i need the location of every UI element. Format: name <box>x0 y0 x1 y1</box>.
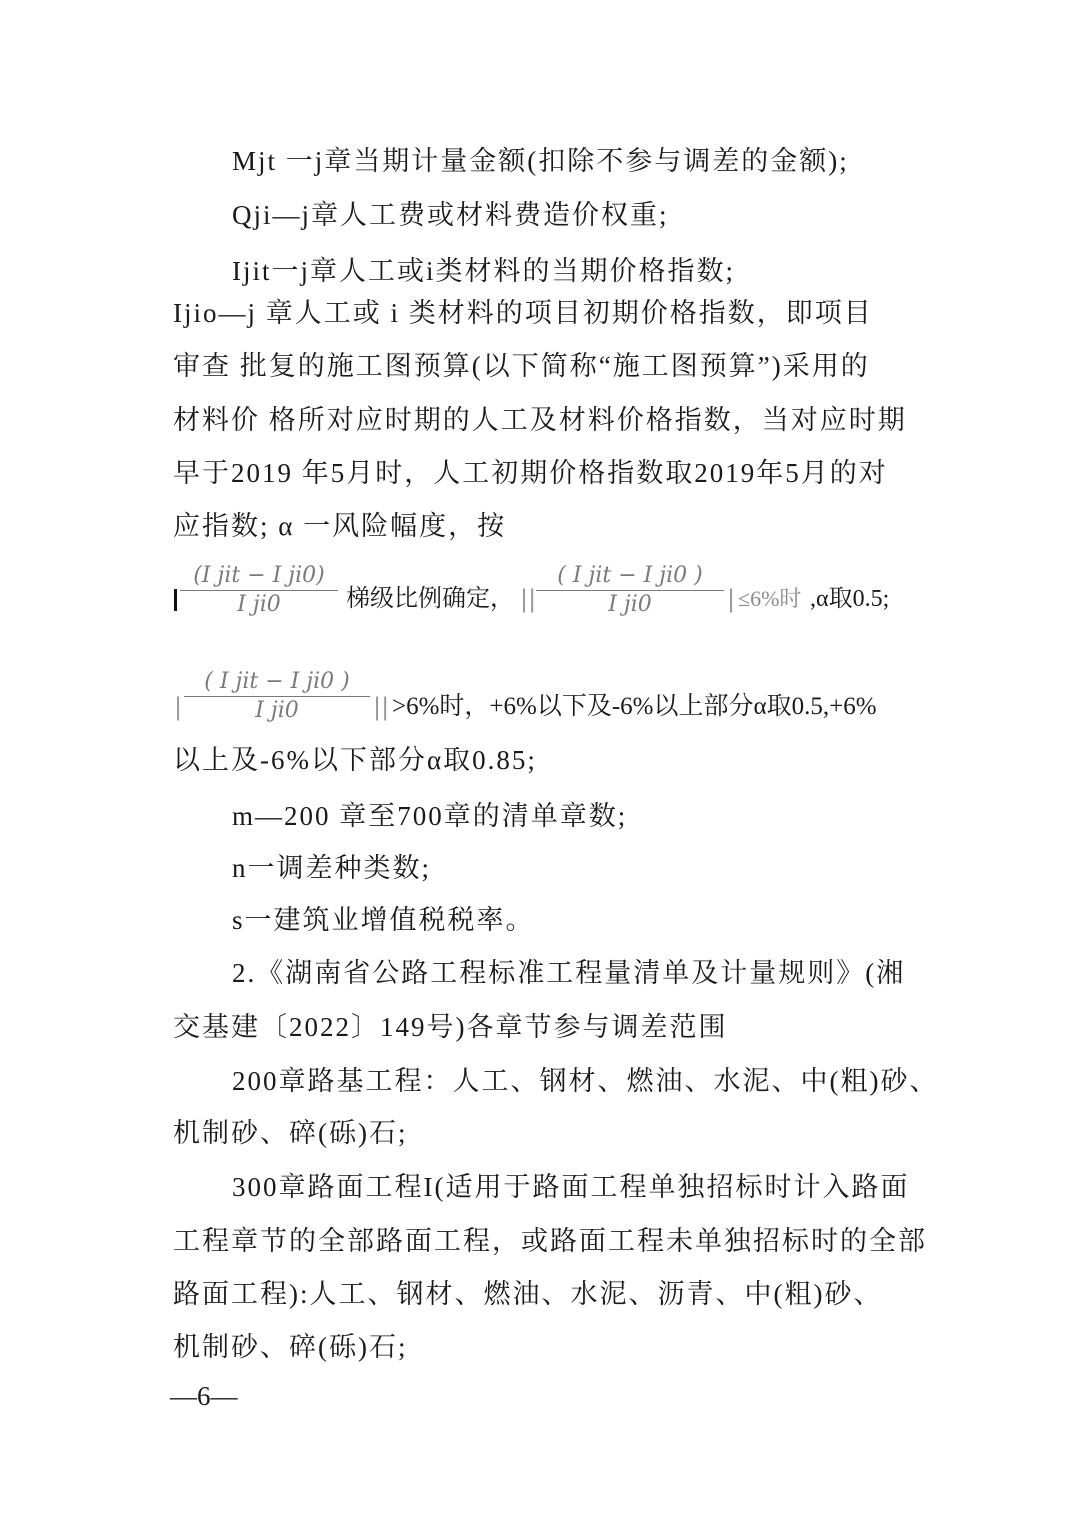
fraction-ratio-b <box>536 562 724 619</box>
fraction-denominator: I ji0 <box>255 698 299 723</box>
chapter-300: 300章路面工程I(适用于路面工程单独招标时计入路面 <box>232 1172 910 1202</box>
formula-text: 梯级比例确定， <box>346 586 514 612</box>
formula-text: ,α取0.5; <box>810 586 890 612</box>
fraction-ratio-c <box>184 668 370 725</box>
abs-bracket-left: || <box>520 585 537 613</box>
section-heading: 2.《湖南省公路工程标准工程量清单及计量规则》(湘 <box>232 958 906 988</box>
fraction-numerator: ( I jit − I ji0 ) <box>204 669 350 694</box>
page-number: —6— <box>170 1381 238 1411</box>
paragraph-line: 工程章节的全部路面工程，或路面工程未单独招标时的全部 <box>173 1226 927 1256</box>
definition-mjt: Mjt 一j章当期计量金额(扣除不参与调差的金额); <box>232 146 849 176</box>
definition-m: m—200 章至700章的清单章数; <box>232 801 628 831</box>
fraction-denominator: I ji0 <box>237 592 281 617</box>
paragraph-line: 机制砂、碎(砾)石; <box>173 1118 408 1148</box>
paragraph-line: 机制砂、碎(砾)石; <box>173 1332 408 1362</box>
definition-s: s一建筑业增值税税率。 <box>232 905 535 935</box>
paragraph-line: 早于2019 年5月时，人工初期价格指数取2019年5月的对 <box>173 458 888 488</box>
fraction-ratio-a <box>180 562 338 619</box>
paragraph-line: 交基建〔2022〕149号)各章节参与调差范围 <box>173 1012 728 1042</box>
abs-bracket-right: || <box>373 693 390 721</box>
fraction-denominator: I ji0 <box>608 592 652 617</box>
chapter-200: 200章路基工程：人工、钢材、燃油、水泥、中(粗)砂、 <box>232 1066 939 1096</box>
formula-text: >6%时，+6%以下及-6%以上部分α取0.5,+6% <box>392 693 877 720</box>
definition-qji: Qji—j章人工费或材料费造价权重; <box>232 200 669 230</box>
definition-ijio: Ijio—j 章人工或 i 类材料的项目初期价格指数，即项目 <box>173 298 873 328</box>
fraction-numerator: ( I jit − I ji0 ) <box>557 563 703 588</box>
abs-bracket-right: | <box>727 585 736 613</box>
paragraph-line: 材料价 格所对应时期的人工及材料价格指数，当对应时期 <box>173 405 907 435</box>
definition-n: n一调差种类数; <box>232 853 432 883</box>
fraction-numerator: (I jit − I ji0) <box>193 563 325 588</box>
paragraph-line: 以上及-6%以下部分α取0.85; <box>173 745 537 775</box>
formula-bar-mark <box>174 589 177 611</box>
definition-ijit: Ijit一j章人工或i类材料的当期价格指数; <box>232 256 735 286</box>
paragraph-line: 路面工程):人工、钢材、燃油、水泥、沥青、中(粗)砂、 <box>173 1279 883 1309</box>
abs-bracket-left: | <box>174 693 183 721</box>
definition-alpha: 应指数; α 一风险幅度，按 <box>173 511 507 541</box>
formula-condition: ≤6%时 <box>738 586 802 611</box>
paragraph-line: 审查 批复的施工图预算(以下简称“施工图预算”)采用的 <box>173 351 870 381</box>
